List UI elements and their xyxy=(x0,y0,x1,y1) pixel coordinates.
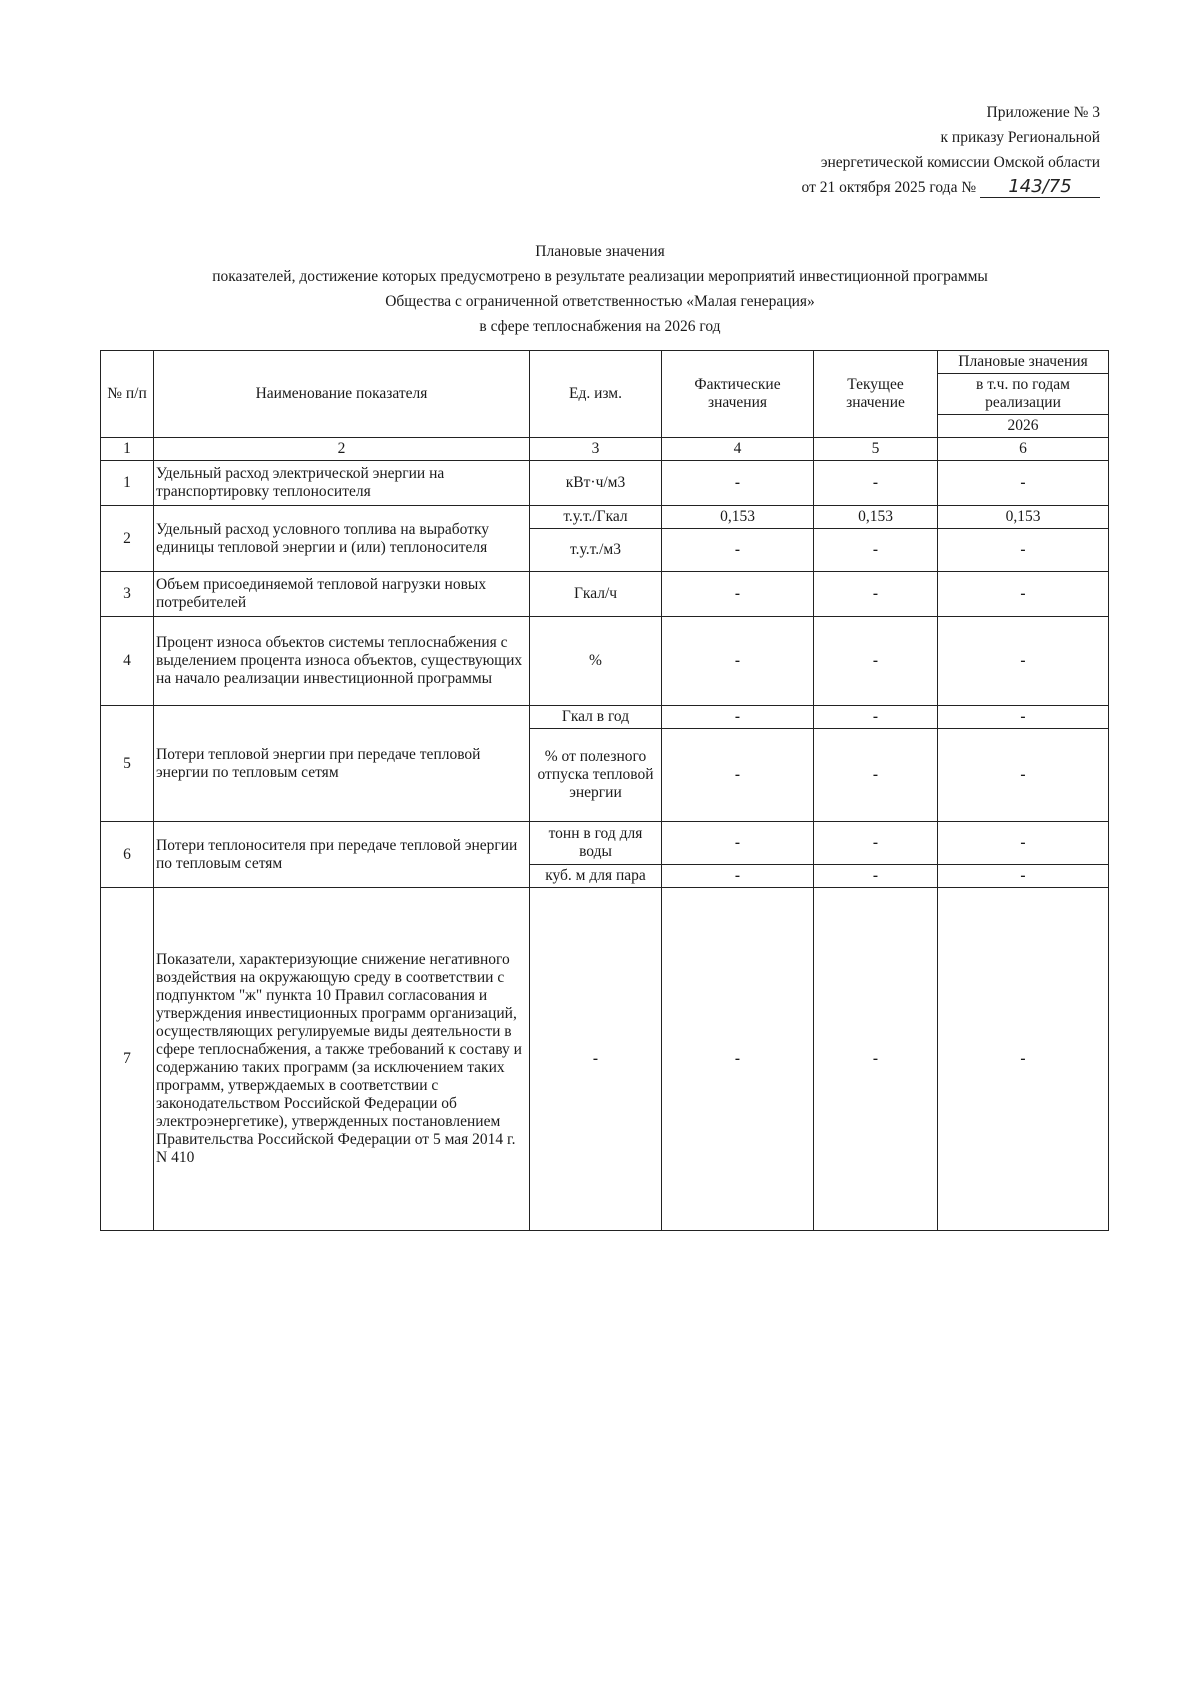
row-plan: - xyxy=(938,706,1109,729)
table-row xyxy=(101,888,1109,1231)
row-unit: % xyxy=(530,617,662,706)
row-num: 1 xyxy=(101,461,154,506)
row-actual: - xyxy=(662,729,814,822)
row-actual: - xyxy=(662,461,814,506)
appendix-line-4 xyxy=(802,175,1100,200)
table-row xyxy=(101,461,1109,506)
order-number: 143/75 xyxy=(980,177,1100,198)
row-unit: т.у.т./м3 xyxy=(530,529,662,572)
row-actual: 0,153 xyxy=(662,506,814,529)
row-current: - xyxy=(814,865,938,888)
row-current: - xyxy=(814,822,938,865)
document-title xyxy=(100,239,1100,339)
row-unit: тонн в год для воды xyxy=(530,822,662,865)
col-number: 3 xyxy=(530,438,662,461)
row-current: - xyxy=(814,529,938,572)
row-plan: - xyxy=(938,617,1109,706)
row-unit: т.у.т./Гкал xyxy=(530,506,662,529)
row-name: Процент износа объектов системы теплоснабжения с выделением процента износа объектов, существующих на начало реализации инвестиционной программы xyxy=(154,617,530,706)
row-plan: - xyxy=(938,529,1109,572)
row-actual: - xyxy=(662,706,814,729)
row-num: 5 xyxy=(101,706,154,822)
header-by-years: в т.ч. по годам реализации xyxy=(938,374,1109,415)
header-unit: Ед. изм. xyxy=(530,351,662,438)
row-current: - xyxy=(814,706,938,729)
header-year: 2026 xyxy=(938,415,1109,438)
row-current: 0,153 xyxy=(814,506,938,529)
row-name: Удельный расход условного топлива на выработку единицы тепловой энергии и (или) теплоносителя xyxy=(154,506,530,572)
row-unit: Гкал в год xyxy=(530,706,662,729)
title-line-2: показателей, достижение которых предусмотрено в результате реализации мероприятий инвестиционной программы xyxy=(212,268,988,285)
row-unit: % от полезного отпуска тепловой энергии xyxy=(530,729,662,822)
col-number: 4 xyxy=(662,438,814,461)
title-line-1: Плановые значения xyxy=(535,243,665,260)
appendix-header xyxy=(802,100,1100,200)
row-name: Потери теплоносителя при передаче тепловой энергии по тепловым сетям xyxy=(154,822,530,888)
header-actual: Фактические значения xyxy=(662,351,814,438)
row-plan: - xyxy=(938,822,1109,865)
row-num: 6 xyxy=(101,822,154,888)
row-unit: - xyxy=(530,888,662,1231)
row-plan: - xyxy=(938,729,1109,822)
row-name: Показатели, характеризующие снижение негативного воздействия на окружающую среду в соответствии с подпунктом "ж" пункта 10 Правил согласования и утверждения инвестиционных программ организаций, осуществляющих регулируемые виды деятельности в сфере теплоснабжения, а также требований к составу и содержанию таких программ (за исключением таких программ, утверждаемых в соответствии с законодательством Российской Федерации об электроэнергетике), утвержденных постановлением Правительства Российской Федерации от 5 мая 2014 г. N 410 xyxy=(154,888,530,1231)
table-row xyxy=(101,706,1109,729)
row-num: 2 xyxy=(101,506,154,572)
row-num: 3 xyxy=(101,572,154,617)
row-actual: - xyxy=(662,888,814,1231)
col-number: 1 xyxy=(101,438,154,461)
title-line-3: Общества с ограниченной ответственностью «Малая генерация» xyxy=(385,293,815,310)
col-number: 2 xyxy=(154,438,530,461)
row-plan: 0,153 xyxy=(938,506,1109,529)
appendix-line-2: к приказу Региональной xyxy=(940,129,1100,146)
row-unit: куб. м для пара xyxy=(530,865,662,888)
header-current: Текущее значение xyxy=(814,351,938,438)
table-row xyxy=(101,572,1109,617)
indicators-table xyxy=(100,350,1109,1231)
row-actual: - xyxy=(662,529,814,572)
row-actual: - xyxy=(662,865,814,888)
col-number: 6 xyxy=(938,438,1109,461)
row-name: Удельный расход электрической энергии на транспортировку теплоносителя xyxy=(154,461,530,506)
row-unit: кВт·ч/м3 xyxy=(530,461,662,506)
order-date: от 21 октября 2025 года № xyxy=(801,179,977,196)
row-current: - xyxy=(814,729,938,822)
table-row xyxy=(101,506,1109,529)
row-unit: Гкал/ч xyxy=(530,572,662,617)
row-num: 7 xyxy=(101,888,154,1231)
title-line-4: в сфере теплоснабжения на 2026 год xyxy=(479,318,721,335)
row-current: - xyxy=(814,617,938,706)
row-current: - xyxy=(814,572,938,617)
row-current: - xyxy=(814,461,938,506)
header-num: № п/п xyxy=(101,351,154,438)
appendix-line-3: энергетической комиссии Омской области xyxy=(820,154,1100,171)
table-row xyxy=(101,617,1109,706)
row-actual: - xyxy=(662,572,814,617)
row-actual: - xyxy=(662,617,814,706)
row-plan: - xyxy=(938,572,1109,617)
row-current: - xyxy=(814,888,938,1231)
row-name: Объем присоединяемой тепловой нагрузки новых потребителей xyxy=(154,572,530,617)
row-plan: - xyxy=(938,865,1109,888)
appendix-line-1: Приложение № 3 xyxy=(986,104,1100,121)
row-actual: - xyxy=(662,822,814,865)
row-num: 4 xyxy=(101,617,154,706)
col-number: 5 xyxy=(814,438,938,461)
header-name: Наименование показателя xyxy=(154,351,530,438)
row-plan: - xyxy=(938,888,1109,1231)
row-name: Потери тепловой энергии при передаче тепловой энергии по тепловым сетям xyxy=(154,706,530,822)
table-row xyxy=(101,822,1109,865)
row-plan: - xyxy=(938,461,1109,506)
header-planned: Плановые значения xyxy=(938,351,1109,374)
